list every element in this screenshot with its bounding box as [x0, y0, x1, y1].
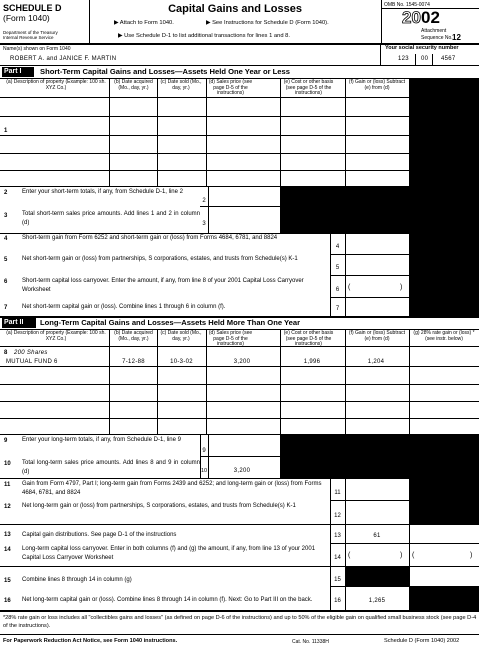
part2-tag: Part II — [2, 318, 36, 328]
p2-row-rule — [0, 366, 479, 367]
p1-col-d-head: (d) Sales price (see page D-5 of the instructions) — [208, 79, 253, 96]
see-instructions: ▶ See Instructions for Schedule D (Form 1040). — [206, 20, 329, 26]
ssn-divider — [380, 44, 381, 65]
line14-f-paren-close: ) — [400, 552, 403, 559]
line3-number: 3 — [4, 213, 8, 219]
line1-number: 1 — [4, 128, 8, 134]
line14-f-paren-open: ( — [348, 552, 351, 559]
line13-box: 13 — [334, 533, 341, 539]
line4-rule — [330, 254, 409, 255]
p1-row-rule — [0, 116, 409, 117]
line6-box: 6 — [335, 287, 340, 293]
line10-number: 10 — [4, 461, 11, 467]
line15-number: 15 — [4, 578, 11, 584]
line5-text: Net short-term gain or (loss) from partnerships, S corporations, estates, and trusts from Schedule(s) K-1 — [22, 256, 298, 262]
line12-number: 12 — [4, 504, 11, 510]
attachment-label: Attachment — [421, 28, 447, 34]
lines11-16-box-border — [330, 478, 331, 610]
pra-notice: For Paperwork Reduction Act Notice, see Form 1040 instructions. — [3, 638, 178, 644]
line14-text: Long-term capital loss carryover. Enter in both columns (f) and (g) the amount, if any, from line 13 of your 2001 Capital Loss Carryover Worksheet — [22, 546, 316, 561]
names-rule — [0, 65, 479, 66]
line9-number: 9 — [4, 438, 8, 444]
ssn-part-2[interactable]: 00 — [421, 56, 429, 62]
p2-col-f-head: (f) Gain or (loss) Subtract (e) from (d) — [348, 330, 406, 342]
line2-3-col-f-blackout — [345, 186, 479, 233]
p1-row-rule — [0, 153, 409, 154]
line10-box: 10 — [200, 468, 208, 474]
year-suffix: 02 — [421, 8, 440, 27]
line16-col-g-blackout — [409, 586, 479, 610]
line3-box-border — [208, 206, 209, 233]
line5-rule — [330, 275, 409, 276]
ssn-part-3[interactable]: 4567 — [441, 56, 456, 62]
line2-box-border — [208, 186, 209, 206]
catalog-number: Cat. No. 11338H — [292, 639, 329, 645]
line7-text: Net short-term capital gain or (loss). Combine lines 1 through 6 in column (f). — [22, 304, 226, 310]
line9-box: 9 — [202, 448, 206, 454]
line9-10-col-e-blackout — [280, 434, 345, 478]
omb-number: OMB No. 1545-0074 — [384, 2, 430, 8]
p2-head-rule — [0, 346, 479, 347]
line7-box: 7 — [335, 306, 340, 312]
lines11-16-value-border — [345, 478, 346, 610]
p1-row-rule — [0, 170, 409, 171]
line11-box: 11 — [334, 490, 341, 496]
schedule-label: SCHEDULE D — [3, 3, 62, 13]
line9-rule — [200, 456, 280, 457]
line16-box: 16 — [334, 598, 341, 604]
line13-rule — [330, 543, 479, 544]
p2-col-g-head: (g) 28% rate gain or (loss) * (see instr. below) — [413, 330, 475, 342]
line2-number: 2 — [4, 190, 8, 196]
form-footer-id: Schedule D (Form 1040) 2002 — [384, 638, 460, 644]
p1-col-f-head: (f) Gain or (loss) Subtract (e) from (d) — [348, 79, 406, 91]
line7-number: 7 — [4, 305, 8, 311]
line8-row1-desc-line1[interactable]: 200 Shares — [14, 350, 48, 356]
p1-col-a-head: (a) Description of property (Example: 100 sh. XYZ Co.) — [6, 79, 106, 91]
p1-col-c-head: (c) Date sold (Mo., day, yr.) — [160, 79, 202, 91]
header-divider-right — [381, 0, 382, 43]
line8-row1-cost[interactable]: 1,996 — [303, 359, 321, 365]
line10-text: Total long-term sales price amounts. Add lines 8 and 9 in column (d) — [22, 460, 200, 475]
part2-title: Long-Term Capital Gains and Losses—Assets Held More Than One Year — [40, 318, 301, 327]
ssn-part-1[interactable]: 123 — [398, 56, 409, 62]
use-d1-instruction: ▶ Use Schedule D-1 to list additional transactions for lines 1 and 8. — [118, 33, 291, 39]
line4-box: 4 — [335, 244, 340, 250]
p1-head-rule — [0, 97, 409, 98]
p2-col-a-head: (a) Description of property (Example: 100 sh. XYZ Co.) — [6, 330, 106, 342]
line6-paren-close: ) — [400, 284, 403, 291]
lines4-7-col-g-blackout — [409, 233, 479, 317]
form-label: (Form 1040) — [3, 13, 50, 23]
year-prefix: 20 — [402, 8, 421, 27]
line8-row1-acquired[interactable]: 7-12-88 — [122, 359, 145, 365]
line9-10-col-f-blackout — [345, 434, 479, 478]
line13-number: 13 — [4, 532, 11, 538]
line16-value[interactable]: 1,265 — [368, 598, 386, 604]
p2-row-rule — [0, 401, 479, 402]
line8-number: 8 — [4, 350, 8, 356]
irs-label: Internal Revenue Service — [3, 35, 54, 40]
line8-row1-sales[interactable]: 3,200 — [233, 359, 251, 365]
line5-box: 5 — [335, 265, 340, 271]
ssn-sep-2 — [432, 54, 433, 65]
line13-value[interactable]: 61 — [373, 533, 381, 539]
line6-number: 6 — [4, 279, 8, 285]
line12-text: Net long-term gain or (loss) from partnerships, S corporations, estates, and trusts from Schedule(s) K-1 — [22, 503, 296, 509]
p2-col-e-head: (e) Cost or other basis (see page D-5 of the instructions) — [283, 330, 334, 347]
line15-col-f-blackout — [345, 566, 409, 586]
line3-col-e-blackout — [280, 206, 345, 233]
line8-row1-desc-line2[interactable]: MUTUAL FUND 6 — [6, 359, 58, 365]
part1-title: Short-Term Capital Gains and Losses—Assets Held One Year or Less — [40, 67, 290, 76]
line11-rule — [330, 500, 409, 501]
line2-text: Enter your short-term totals, if any, from Schedule D-1, line 2 — [22, 189, 183, 195]
line15-box: 15 — [334, 577, 341, 583]
p1-row-rule — [0, 135, 409, 136]
line10-value[interactable]: 3,200 — [233, 468, 251, 474]
sequence-number: 12 — [452, 33, 461, 42]
line6-text: Short-term capital loss carryover. Enter the amount, if any, from line 8 of your 2001 Capital Loss Carryover Worksheet — [22, 278, 304, 293]
line4-text: Short-term gain from Form 6252 and short-term gain or (loss) from Forms 4684, 6781, and 8824 — [22, 235, 278, 241]
p2-col-b-head: (b) Date acquired (Mo., day, yr.) — [114, 330, 153, 342]
p1-col-g-blackout — [409, 78, 479, 186]
ssn-sep-1 — [415, 54, 416, 65]
line2-box: 2 — [202, 198, 206, 204]
part1-tag: Part I — [2, 67, 34, 77]
line11-number: 11 — [4, 482, 11, 488]
line12-rule — [0, 524, 479, 525]
part2-end-rule — [0, 610, 479, 612]
p2-col-d-head: (d) Sales price (see page D-5 of the instructions) — [208, 330, 253, 347]
line8-row1-sold[interactable]: 10-3-02 — [170, 359, 193, 365]
line4-number: 4 — [4, 236, 8, 242]
line3-text: Total short-term sales price amounts. Add lines 1 and 2 in column (d) — [22, 211, 200, 226]
form-title: Capital Gains and Losses — [168, 3, 302, 15]
lines11-12-col-g-blackout — [409, 478, 479, 524]
line8-row1-gain[interactable]: 1,204 — [367, 359, 385, 365]
attach-instruction: ▶ Attach to Form 1040. — [114, 20, 174, 26]
line14-g-paren-open: ( — [412, 552, 415, 559]
line11-text: Gain from Form 4797, Part I; long-term gain from Forms 2439 and 6252; and long-term gain or (loss) from Forms 4684, 6781, and 8824 — [22, 481, 322, 496]
line9-text: Enter your long-term totals, if any, from Schedule D-1, line 9 — [22, 437, 181, 443]
line14-g-paren-close: ) — [470, 552, 473, 559]
line6-paren-open: ( — [348, 284, 351, 291]
line15-text: Combine lines 8 through 14 in column (g) — [22, 577, 132, 583]
sequence-label: Sequence No. — [421, 35, 453, 41]
p1-col-b-head: (b) Date acquired (Mo., day, yr.) — [114, 79, 153, 91]
p2-row-rule — [0, 384, 479, 385]
line12-box: 12 — [334, 513, 341, 519]
line16-number: 16 — [4, 598, 11, 604]
names-label: Name(s) shown on Form 1040 — [3, 46, 71, 52]
department-label: Department of the Treasury — [3, 30, 58, 35]
line14-box: 14 — [334, 555, 341, 561]
p2-row-rule — [0, 418, 479, 419]
line16-text: Net long-term capital gain or (loss). Combine lines 8 through 14 in column (f). Next: Go to Part III on the back. — [22, 597, 313, 603]
line6-rule — [330, 297, 409, 298]
line13-text: Capital gain distributions. See page D-1 of the instructions — [22, 532, 177, 538]
p2-col-c-head: (c) Date sold (Mo., day, yr.) — [160, 330, 202, 342]
footnote-rule — [0, 634, 479, 635]
footnote: *28% rate gain or loss includes all "collectibles gains and losses" (as defined on page D-6 of the instructions) and up to 50% of the eligible gain on qualified small business stock (see page D-4 of the instructions). — [3, 615, 477, 629]
p1-col-e-head: (e) Cost or other basis (see page D-5 of the instructions) — [283, 79, 334, 96]
line3-box: 3 — [202, 221, 206, 227]
ssn-label: Your social security number — [385, 45, 459, 51]
line2-col-e-blackout — [280, 186, 345, 206]
line5-number: 5 — [4, 257, 8, 263]
taxpayer-names[interactable]: ROBERT A. and JANICE F. MARTIN — [10, 56, 117, 62]
line14-number: 14 — [4, 547, 11, 553]
line10-rule — [0, 478, 479, 479]
